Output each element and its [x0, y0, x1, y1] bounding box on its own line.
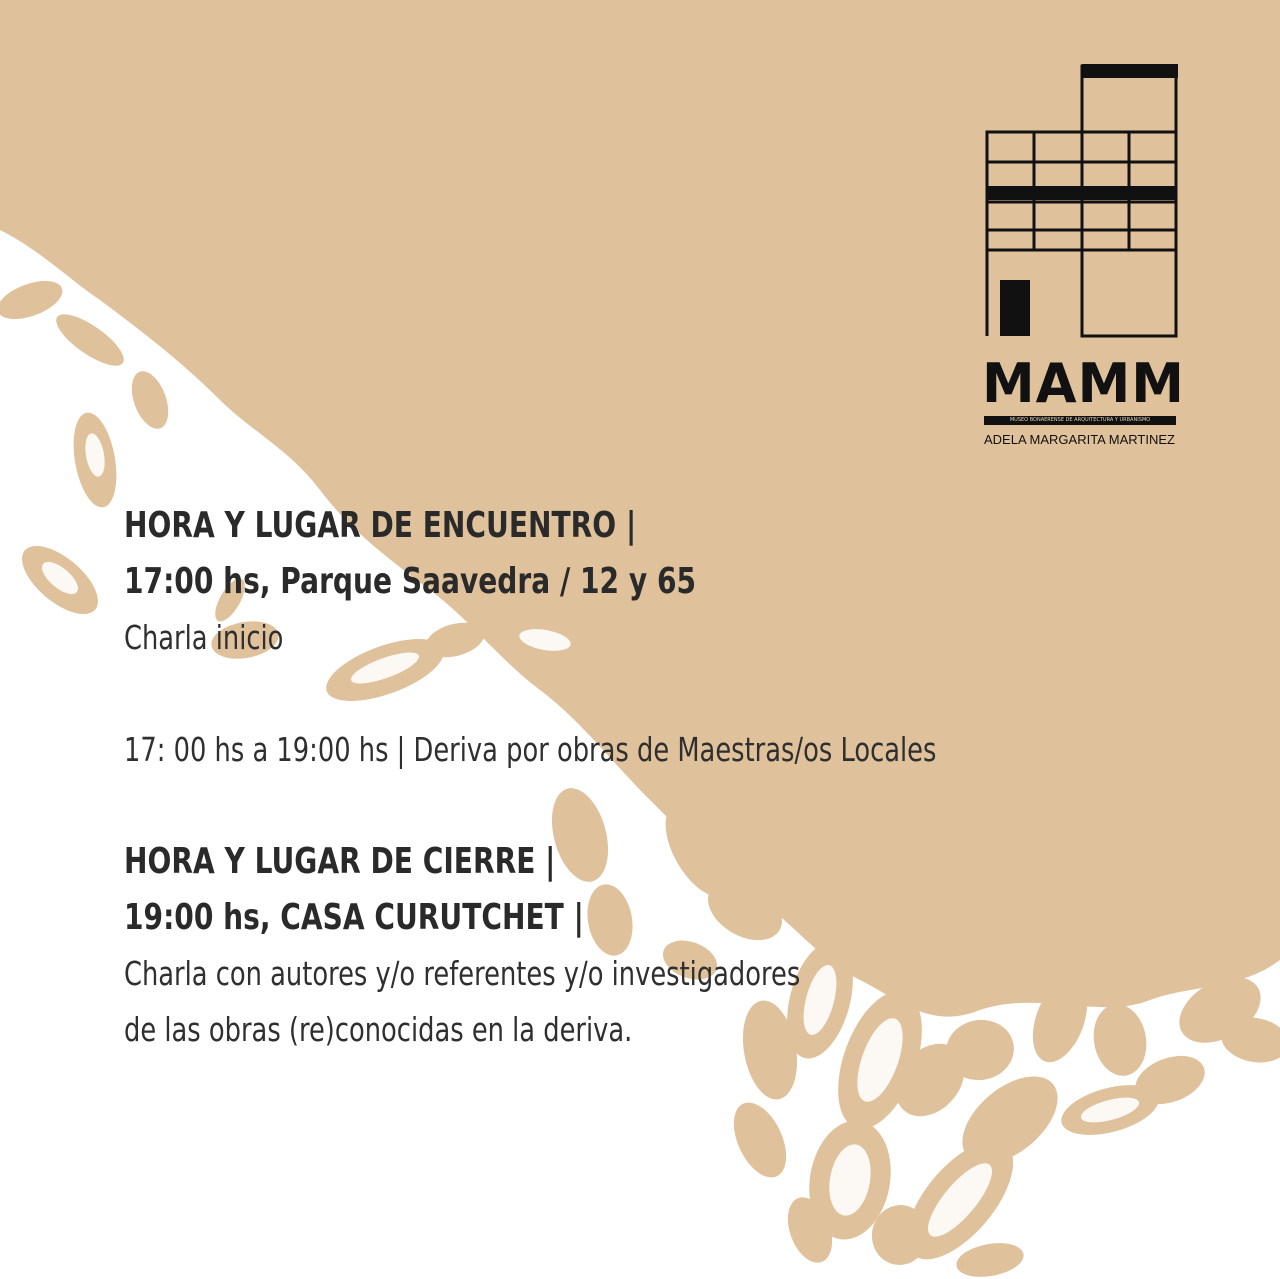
- closing-note-line-2: de las obras (re)conocidas en la deriva.: [124, 1010, 633, 1049]
- spacer: [124, 666, 1124, 722]
- logo-wordmark: MAMM: [982, 352, 1185, 415]
- event-details: [124, 498, 1124, 1058]
- logo-person-name: ADELA MARGARITA MARTINEZ: [984, 432, 1175, 447]
- logo-subtitle: MUSEO BONAERENSE DE ARQUITECTURA Y URBANISMO: [984, 416, 1176, 425]
- building-logo-icon: [980, 64, 1180, 344]
- closing-heading: HORA Y LUGAR DE CIERRE |: [124, 841, 556, 882]
- closing-note-line-1: Charla con autores y/o referentes y/o investigadores: [124, 954, 801, 993]
- meeting-note: Charla inicio: [124, 618, 284, 657]
- meeting-heading: HORA Y LUGAR DE ENCUENTRO |: [124, 505, 637, 546]
- spacer: [124, 778, 1124, 834]
- meeting-place: 17:00 hs, Parque Saavedra / 12 y 65: [124, 561, 697, 602]
- closing-place: 19:00 hs, CASA CURUTCHET |: [124, 897, 584, 938]
- walk-schedule: 17: 00 hs a 19:00 hs | Deriva por obras de Maestras/os Locales: [124, 730, 937, 769]
- mamm-logo: [980, 64, 1185, 454]
